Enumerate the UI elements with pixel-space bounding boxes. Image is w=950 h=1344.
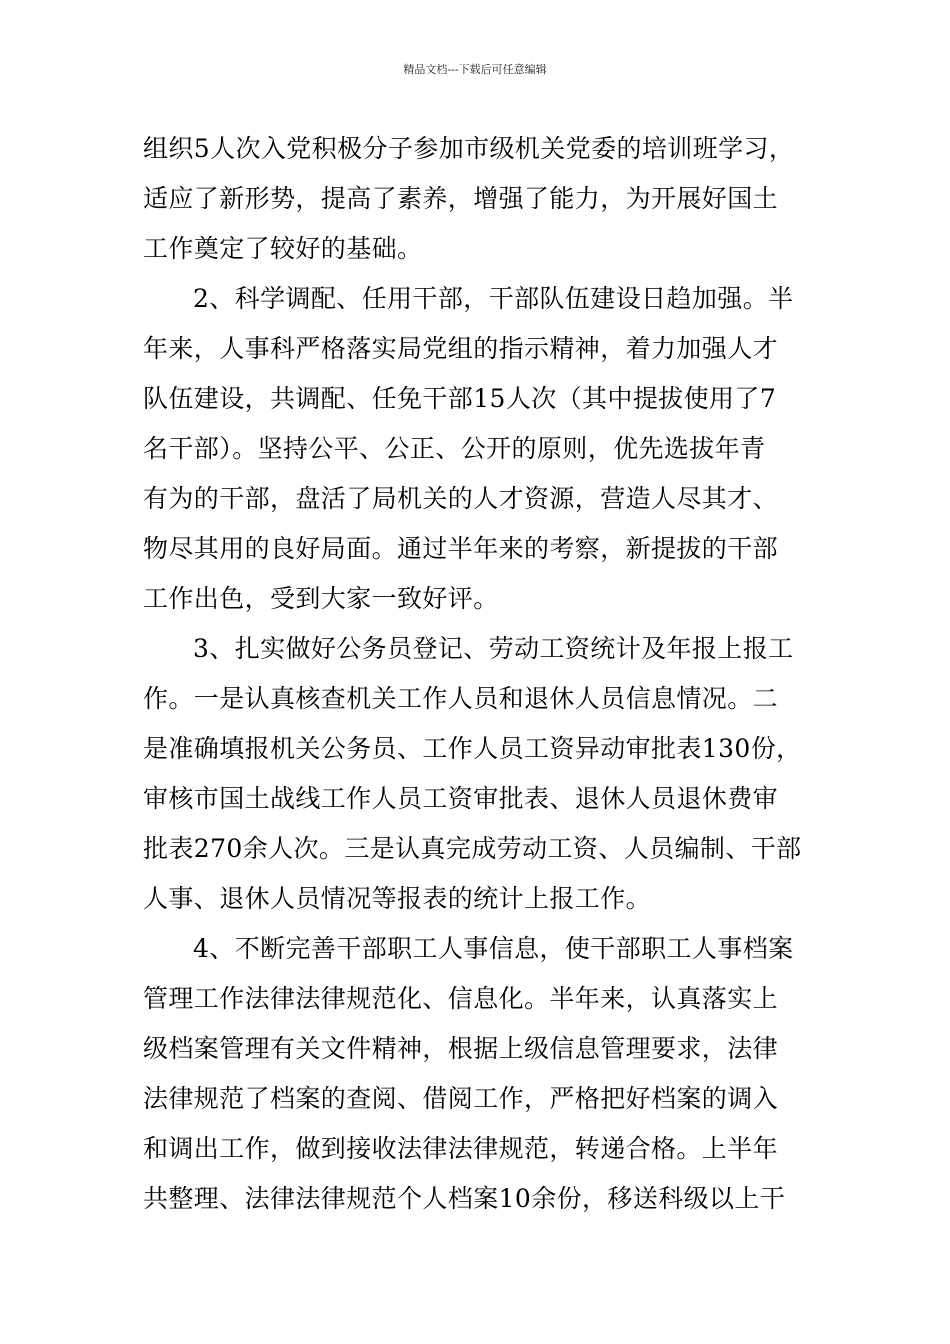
text-line: 作。一是认真核查机关工作人员和退休人员信息情况。二: [143, 684, 779, 713]
text-line: 物尽其用的良好局面。通过半年来的考察，新提拔的干部: [143, 534, 779, 563]
paragraph: [143, 274, 813, 624]
paragraph: [143, 124, 813, 274]
page-header: 精品文档---下载后可任意编辑: [403, 63, 547, 76]
text-line: 2、科学调配、任用干部，干部队伍建设日趋加强。半: [193, 284, 794, 313]
text-line: 批表270余人次。三是认真完成劳动工资、人员编制、干部: [143, 834, 802, 863]
text-line: 和调出工作，做到接收法律法律规范，转递合格。上半年: [143, 1134, 779, 1163]
paragraph: [143, 924, 813, 1224]
text-line: 适应了新形势，提高了素养，增强了能力，为开展好国土: [143, 184, 779, 213]
text-line: 队伍建设，共调配、任免干部15人次（其中提拔使用了7: [143, 384, 777, 413]
text-line: 人事、退休人员情况等报表的统计上报工作。: [143, 884, 652, 913]
text-line: 3、扎实做好公务员登记、劳动工资统计及年报上报工: [193, 634, 794, 663]
text-line: 法律规范了档案的查阅、借阅工作，严格把好档案的调入: [143, 1084, 779, 1113]
text-line: 4、不断完善干部职工人事信息，使干部职工人事档案: [193, 934, 794, 963]
text-line: 审核市国土战线工作人员工资审批表、退休人员退休费审: [143, 784, 779, 813]
paragraph: [143, 624, 813, 924]
text-line: 共整理、法律法律规范个人档案10余份，移送科级以上干: [143, 1184, 786, 1213]
text-line: 级档案管理有关文件精神，根据上级信息管理要求，法律: [143, 1034, 779, 1063]
text-line: 管理工作法律法律规范化、信息化。半年来，认真落实上: [143, 984, 779, 1013]
document-body: [143, 124, 813, 1224]
text-line: 是准确填报机关公务员、工作人员工资异动审批表130份，: [143, 734, 802, 763]
text-line: 工作出色，受到大家一致好评。: [143, 584, 499, 613]
text-line: 年来，人事科严格落实局党组的指示精神，着力加强人才: [143, 334, 779, 363]
text-line: 组织5人次入党积极分子参加市级机关党委的培训班学习，: [143, 134, 795, 163]
text-line: 名干部）。坚持公平、公正、公开的原则，优先选拔年青: [143, 434, 766, 463]
text-line: 有为的干部，盘活了局机关的人才资源，营造人尽其才、: [143, 484, 779, 513]
text-line: 工作奠定了较好的基础。: [143, 234, 423, 263]
